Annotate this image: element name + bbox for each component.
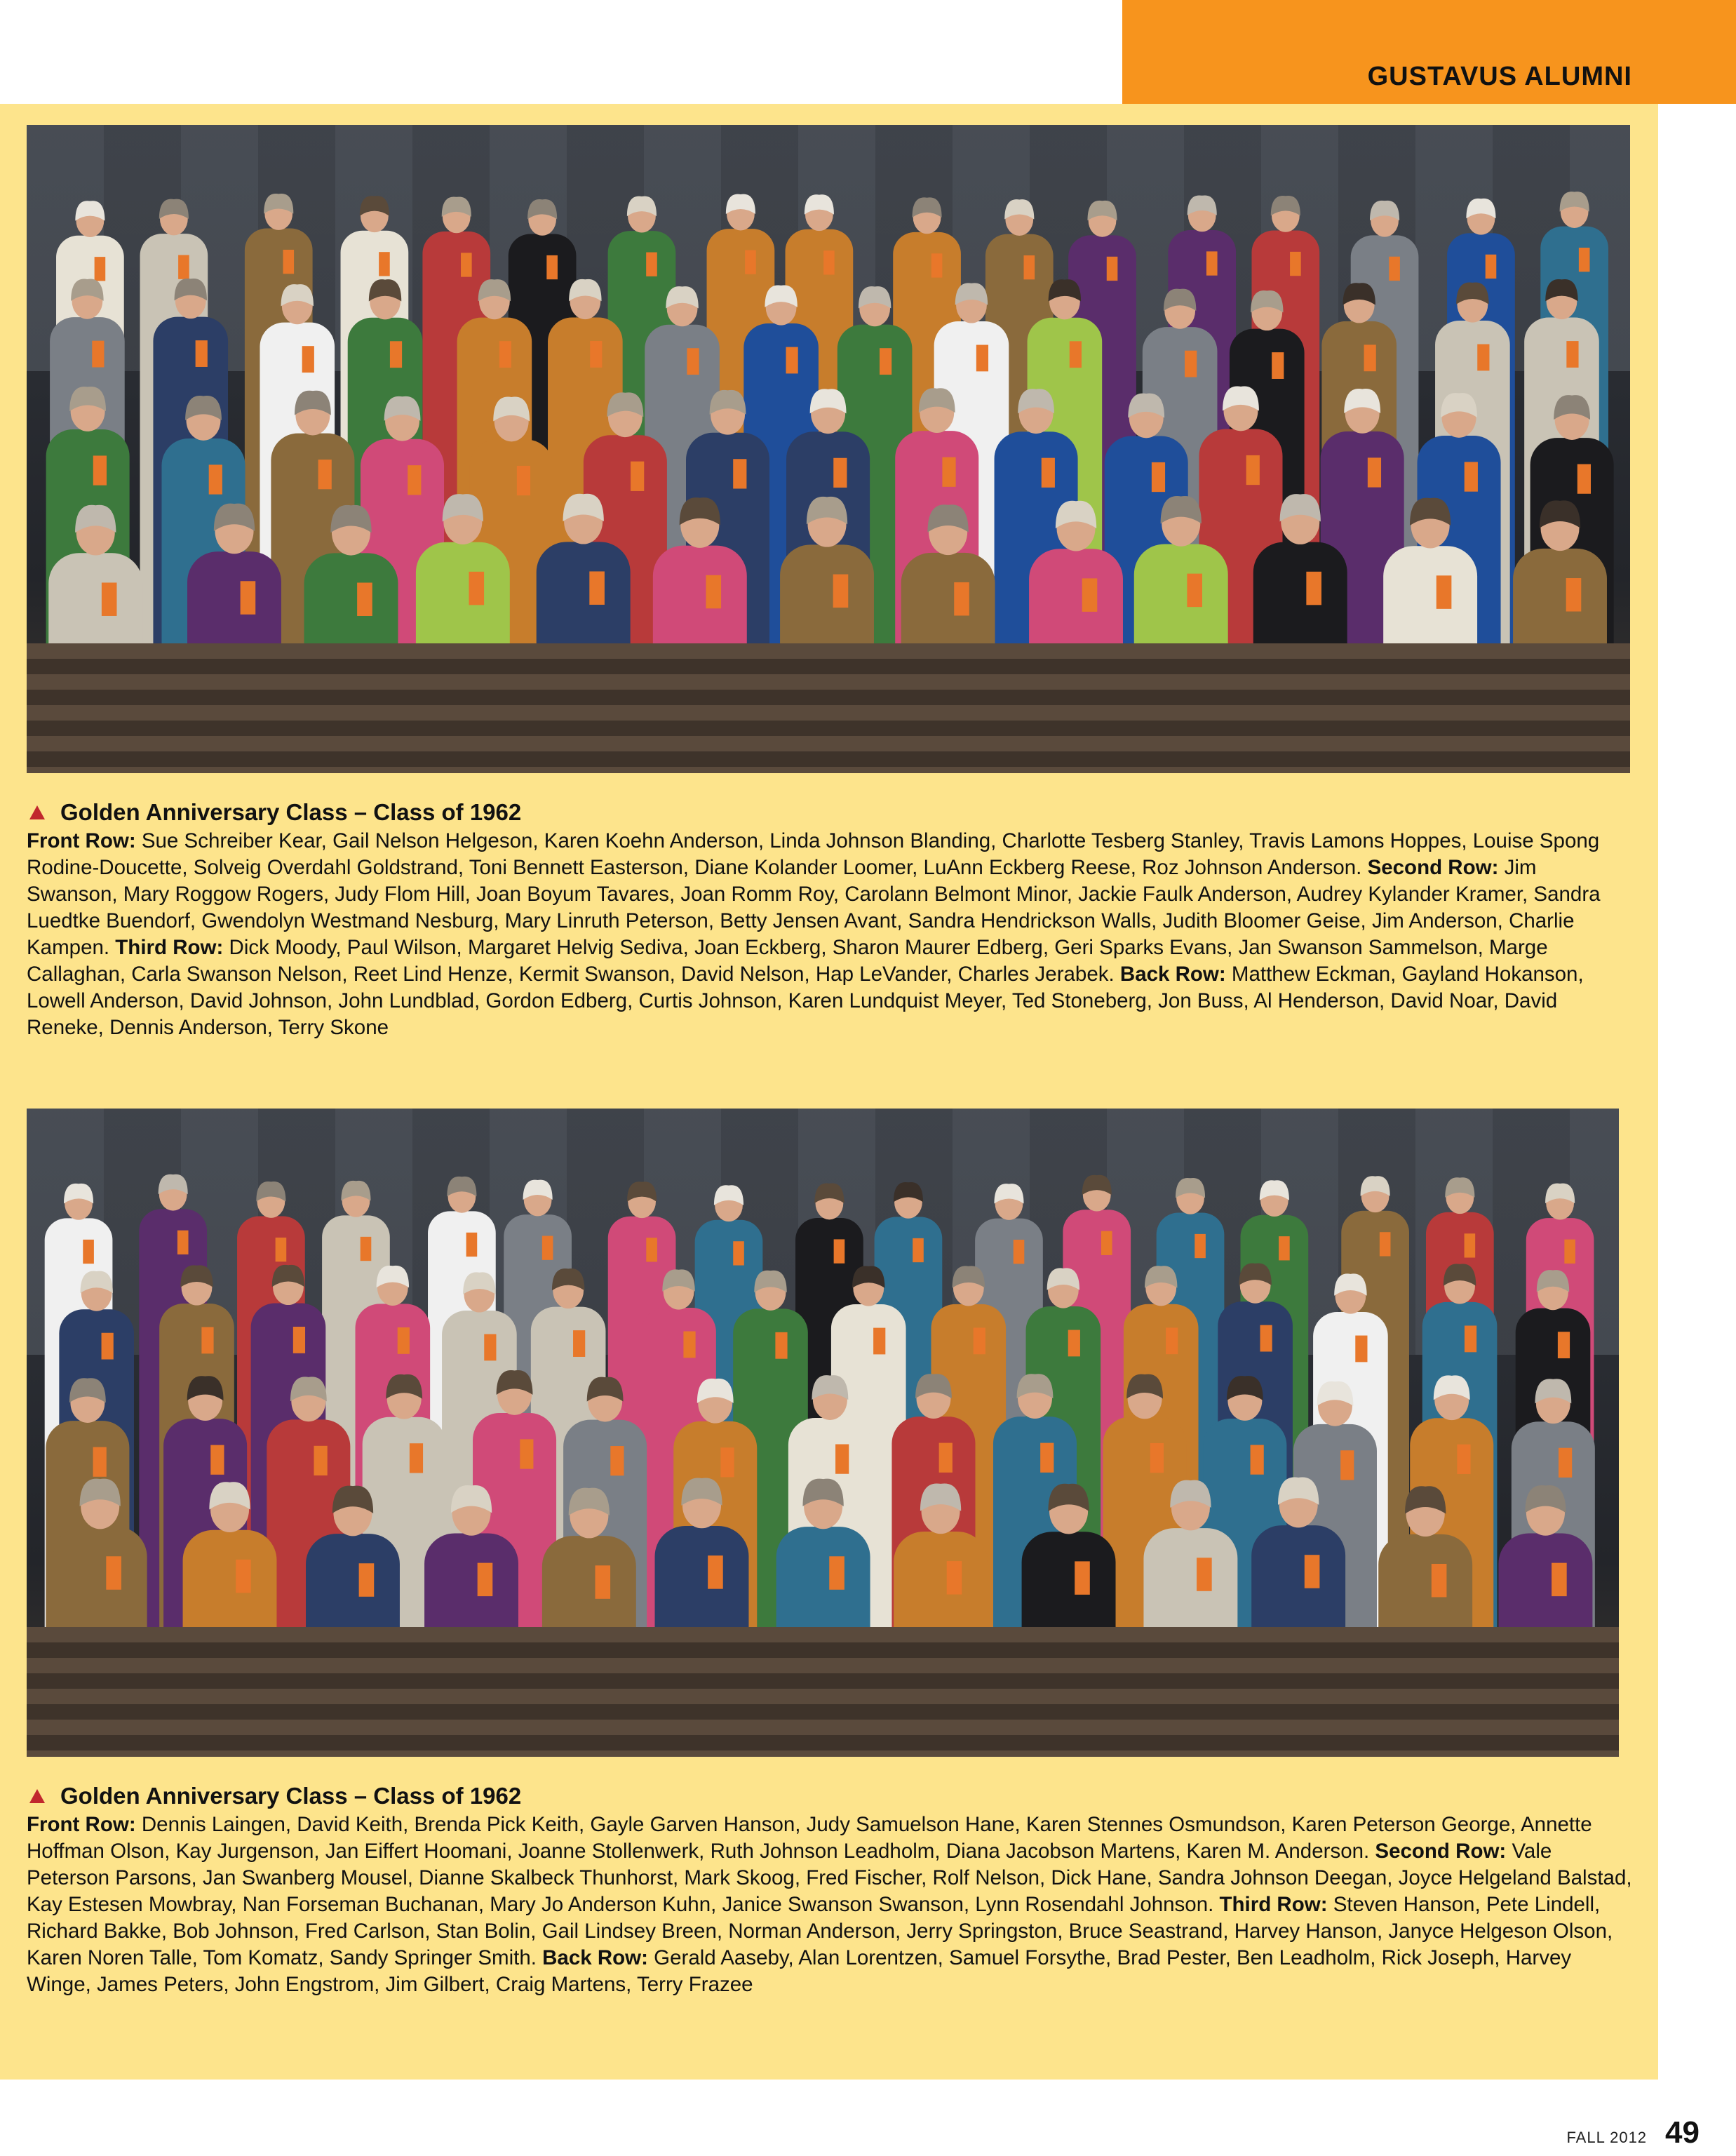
- name-tag-ribbon: [102, 582, 117, 616]
- name-tag-ribbon: [410, 1443, 423, 1473]
- name-tag-ribbon: [478, 1563, 493, 1597]
- row-label: Second Row:: [1367, 856, 1499, 879]
- row-names: Sue Schreiber Kear, Gail Nelson Helgeson, Karen Koehn Anderson, Linda Johnson Blanding, Charlotte Tesberg Stanley, Travis Lamons Hoppes, Louise Spong Rodine-Doucette, Solveig Overdahl Goldstrand, Toni Bennett Easterson, Diane Kolander Loomer, LuAnn Eckberg Reese, Roz Johnson Anderson.: [27, 829, 1600, 879]
- name-tag-ribbon: [1279, 1236, 1290, 1260]
- name-tag-ribbon: [1364, 344, 1376, 371]
- name-tag-ribbon: [1389, 257, 1400, 281]
- name-tag-ribbon: [1082, 578, 1098, 612]
- row-label: Third Row:: [115, 936, 224, 959]
- name-tag-ribbon: [1197, 1558, 1212, 1591]
- name-tag-ribbon: [1559, 1448, 1572, 1478]
- name-tag-ribbon: [775, 1332, 787, 1359]
- name-tag-ribbon: [1340, 1450, 1354, 1480]
- row-label: Back Row:: [542, 1946, 648, 1969]
- name-tag-ribbon: [1290, 252, 1301, 276]
- name-tag-ribbon: [1251, 1445, 1264, 1474]
- name-tag-ribbon: [1436, 575, 1452, 609]
- name-tag-ribbon: [1101, 1231, 1112, 1255]
- name-tag-ribbon: [954, 582, 969, 616]
- name-tag-ribbon: [646, 253, 657, 276]
- name-tag-ribbon: [95, 257, 106, 281]
- name-tag-ribbon: [974, 1327, 985, 1354]
- row-label: Front Row:: [27, 1813, 136, 1836]
- name-tag-ribbon: [1272, 352, 1284, 379]
- name-tag-ribbon: [646, 1238, 657, 1261]
- name-tag-ribbon: [976, 345, 988, 372]
- row-names: Jim Swanson, Mary Roggow Rogers, Judy Flom Hill, Joan Boyum Tavares, Joan Romm Roy, Carolann Belmont Minor, Jackie Faulk Anderson, Audrey Kylander Kramer, Sandra Luedtke Buendorf, Gwendolyn Westmand Nesburg, Mary Linruth Peterson, Betty Jensen Avant, Sandra Hendrickson Walls, Judith Bloomer Geise, Jim Anderson, Charlie Kampen.: [27, 856, 1601, 959]
- name-tag-ribbon: [209, 464, 222, 494]
- name-tag-ribbon: [833, 575, 849, 608]
- row-label: Third Row:: [1219, 1893, 1328, 1916]
- name-tag-ribbon: [1024, 255, 1035, 279]
- caption-title: Golden Anniversary Class – Class of 1962: [60, 1783, 522, 1809]
- name-tag-ribbon: [92, 341, 104, 368]
- name-tag-ribbon: [706, 575, 721, 609]
- name-tag-ribbon: [461, 253, 472, 276]
- class-photo-1: [27, 125, 1630, 773]
- name-tag-ribbon: [93, 1447, 107, 1477]
- photo-steps: [27, 1627, 1619, 1757]
- name-tag-ribbon: [595, 1565, 610, 1599]
- name-tag-ribbon: [83, 1240, 94, 1264]
- name-tag-ribbon: [589, 571, 605, 605]
- name-tag-ribbon: [520, 1439, 533, 1468]
- row-label: Second Row:: [1375, 1840, 1507, 1863]
- name-tag-ribbon: [1564, 1240, 1575, 1264]
- name-tag-ribbon: [1306, 572, 1321, 605]
- name-tag-ribbon: [573, 1330, 585, 1357]
- name-tag-ribbon: [1075, 1561, 1090, 1595]
- name-tag-ribbon: [1187, 574, 1202, 608]
- name-tag-ribbon: [359, 1563, 375, 1597]
- name-tag-ribbon: [880, 348, 891, 375]
- row-names: Vale Peterson Parsons, Jan Swanberg Mousel, Dianne Skalbeck Thunhorst, Mark Skoog, Fred Fischer, Rolf Nelson, Dick Hane, Sandra Johnson Deegan, Joyce Helgeland Balstad, Kay Estesen Mowbray, Nan Forseman Buchanan, Mary Jo Anderson Kuhn, Janice Swanson Swanson, Lynn Rosendahl Johnson.: [27, 1840, 1632, 1916]
- row-names: Gerald Aaseby, Alan Lorentzen, Samuel Forsythe, Brad Pester, Ben Leadholm, Rick Joseph, Harvey Winge, James Peters, John Engstrom, Jim Gilbert, Craig Martens, Terry Frazee: [27, 1946, 1572, 1996]
- name-tag-ribbon: [833, 458, 847, 488]
- name-tag-ribbon: [1432, 1564, 1447, 1598]
- name-tag-ribbon: [687, 348, 699, 375]
- name-tag-ribbon: [302, 346, 314, 373]
- name-tag-ribbon: [1150, 1443, 1164, 1473]
- name-tag-ribbon: [236, 1560, 251, 1593]
- name-tag-ribbon: [106, 1556, 121, 1590]
- page-number: 49: [1665, 2115, 1700, 2150]
- name-tag-ribbon: [241, 581, 256, 615]
- name-tag-ribbon: [499, 341, 511, 368]
- name-tag-ribbon: [542, 1236, 553, 1260]
- name-tag-ribbon: [1014, 1240, 1025, 1264]
- name-tag-ribbon: [201, 1327, 213, 1354]
- name-tag-ribbon: [708, 1555, 723, 1589]
- name-tag-ribbon: [469, 572, 484, 605]
- row-names: Steven Hanson, Pete Lindell, Richard Bakke, Bob Johnson, Fred Carlson, Stan Bolin, Gail Lindsey Breen, Norman Anderson, Jerry Springston, Bruce Seastrand, Harvey Hanson, Janyce Helgeson Olson, Karen Noren Talle, Tom Komatz, Sandy Springer Smith.: [27, 1893, 1613, 1969]
- name-tag-ribbon: [398, 1327, 410, 1354]
- section-title: GUSTAVUS ALUMNI: [1367, 62, 1632, 91]
- photo-steps: [27, 643, 1630, 773]
- triangle-up-icon: [29, 805, 45, 819]
- name-tag-ribbon: [1068, 1330, 1080, 1357]
- name-tag-ribbon: [357, 582, 372, 616]
- row-label: Back Row:: [1119, 963, 1226, 986]
- name-tag-ribbon: [1465, 1325, 1476, 1352]
- name-tag-ribbon: [314, 1446, 328, 1475]
- page-footer: [1566, 2115, 1700, 2150]
- name-tag-ribbon: [93, 455, 107, 485]
- caption-names: [27, 828, 1633, 1041]
- name-tag-ribbon: [1185, 351, 1197, 377]
- name-tag-ribbon: [931, 253, 943, 277]
- name-tag-ribbon: [745, 250, 756, 274]
- name-tag-ribbon: [466, 1233, 478, 1257]
- name-tag-ribbon: [178, 255, 189, 279]
- name-tag-ribbon: [1380, 1232, 1391, 1256]
- name-tag-ribbon: [1558, 1332, 1570, 1358]
- name-tag-ribbon: [1246, 455, 1260, 485]
- caption-names: [27, 1812, 1633, 1998]
- name-tag-ribbon: [210, 1445, 224, 1475]
- name-tag-ribbon: [1368, 457, 1381, 487]
- issue-label: FALL 2012: [1566, 2129, 1648, 2146]
- name-tag-ribbon: [1166, 1327, 1178, 1354]
- name-tag-ribbon: [102, 1333, 114, 1360]
- caption-title: Golden Anniversary Class – Class of 1962: [60, 799, 522, 825]
- name-tag-ribbon: [546, 255, 558, 279]
- name-tag-ribbon: [942, 457, 955, 487]
- name-tag-ribbon: [835, 1445, 849, 1474]
- row-names: Dick Moody, Paul Wilson, Margaret Helvig Sediva, Joan Eckberg, Sharon Maurer Edberg, Geri Sparks Evans, Jan Swanson Sammelson, Marge Callaghan, Carla Swanson Nelson, Reet Lind Henze, Kermit Swanson, David Nelson, Hap LeVander, Charles Jerabek.: [27, 936, 1548, 986]
- name-tag-ribbon: [610, 1446, 624, 1475]
- row-names: Matthew Eckman, Gayland Hokanson, Lowell Anderson, David Johnson, John Lundblad, Gordon Edberg, Curtis Johnson, Karen Lundquist Meyer, Ted Stoneberg, Jon Buss, Al Henderson, David Noar, David Reneke, Dennis Anderson, Terry Skone: [27, 963, 1584, 1039]
- name-tag-ribbon: [786, 347, 798, 374]
- name-tag-ribbon: [177, 1231, 189, 1254]
- name-tag-ribbon: [1355, 1336, 1367, 1362]
- name-tag-ribbon: [283, 250, 294, 274]
- name-tag-ribbon: [1206, 251, 1218, 275]
- name-tag-ribbon: [720, 1447, 734, 1477]
- name-tag-ribbon: [823, 250, 835, 274]
- name-tag-ribbon: [1486, 255, 1497, 279]
- triangle-up-icon: [29, 1789, 45, 1803]
- name-tag-ribbon: [873, 1328, 885, 1355]
- name-tag-ribbon: [196, 340, 208, 367]
- row-names: Dennis Laingen, David Keith, Brenda Pick Keith, Gayle Garven Hanson, Judy Samuelson Hane, Karen Stennes Osmundson, Karen Peterson George, Annette Hoffman Olson, Kay Jurgenson, Jan Eiffert Hoomani, Joanne Stollenwerk, Ruth Johnson Leadholm, Diana Jacobson Martens, Karen M. Anderson.: [27, 1813, 1592, 1863]
- name-tag-ribbon: [947, 1561, 962, 1595]
- name-tag-ribbon: [1457, 1445, 1470, 1474]
- name-tag-ribbon: [733, 1241, 744, 1265]
- name-tag-ribbon: [379, 252, 390, 276]
- name-tag-ribbon: [913, 1238, 924, 1262]
- name-tag-ribbon: [517, 466, 530, 495]
- name-tag-ribbon: [1107, 257, 1118, 281]
- content-panel: [0, 104, 1658, 2080]
- name-tag-ribbon: [1152, 462, 1165, 492]
- name-tag-ribbon: [1070, 341, 1082, 368]
- name-tag-ribbon: [1260, 1325, 1272, 1352]
- name-tag-ribbon: [361, 1237, 372, 1261]
- name-tag-ribbon: [631, 462, 644, 491]
- name-tag-ribbon: [1040, 1443, 1054, 1473]
- name-tag-ribbon: [1577, 464, 1591, 494]
- name-tag-ribbon: [1042, 458, 1055, 488]
- name-tag-ribbon: [1566, 578, 1582, 612]
- name-tag-ribbon: [683, 1332, 695, 1358]
- name-tag-ribbon: [1477, 344, 1489, 371]
- name-tag-ribbon: [276, 1238, 287, 1261]
- name-tag-ribbon: [834, 1239, 845, 1263]
- name-tag-ribbon: [939, 1443, 953, 1473]
- name-tag-ribbon: [1465, 1233, 1476, 1257]
- row-label: Front Row:: [27, 829, 136, 852]
- photo-caption-1: [27, 798, 1633, 1041]
- name-tag-ribbon: [1195, 1234, 1206, 1258]
- name-tag-ribbon: [318, 460, 332, 489]
- name-tag-ribbon: [1579, 248, 1590, 272]
- name-tag-ribbon: [829, 1556, 845, 1590]
- name-tag-ribbon: [1552, 1563, 1567, 1597]
- name-tag-ribbon: [408, 465, 421, 495]
- name-tag-ribbon: [590, 341, 602, 368]
- name-tag-ribbon: [1465, 462, 1478, 491]
- class-photo-2: [27, 1109, 1619, 1757]
- name-tag-ribbon: [1305, 1555, 1320, 1588]
- name-tag-ribbon: [1566, 341, 1578, 368]
- section-header-tab: [1122, 0, 1736, 104]
- name-tag-ribbon: [733, 459, 746, 488]
- name-tag-ribbon: [293, 1327, 305, 1353]
- photo-caption-2: [27, 1782, 1633, 1998]
- name-tag-ribbon: [484, 1334, 496, 1361]
- name-tag-ribbon: [390, 341, 402, 368]
